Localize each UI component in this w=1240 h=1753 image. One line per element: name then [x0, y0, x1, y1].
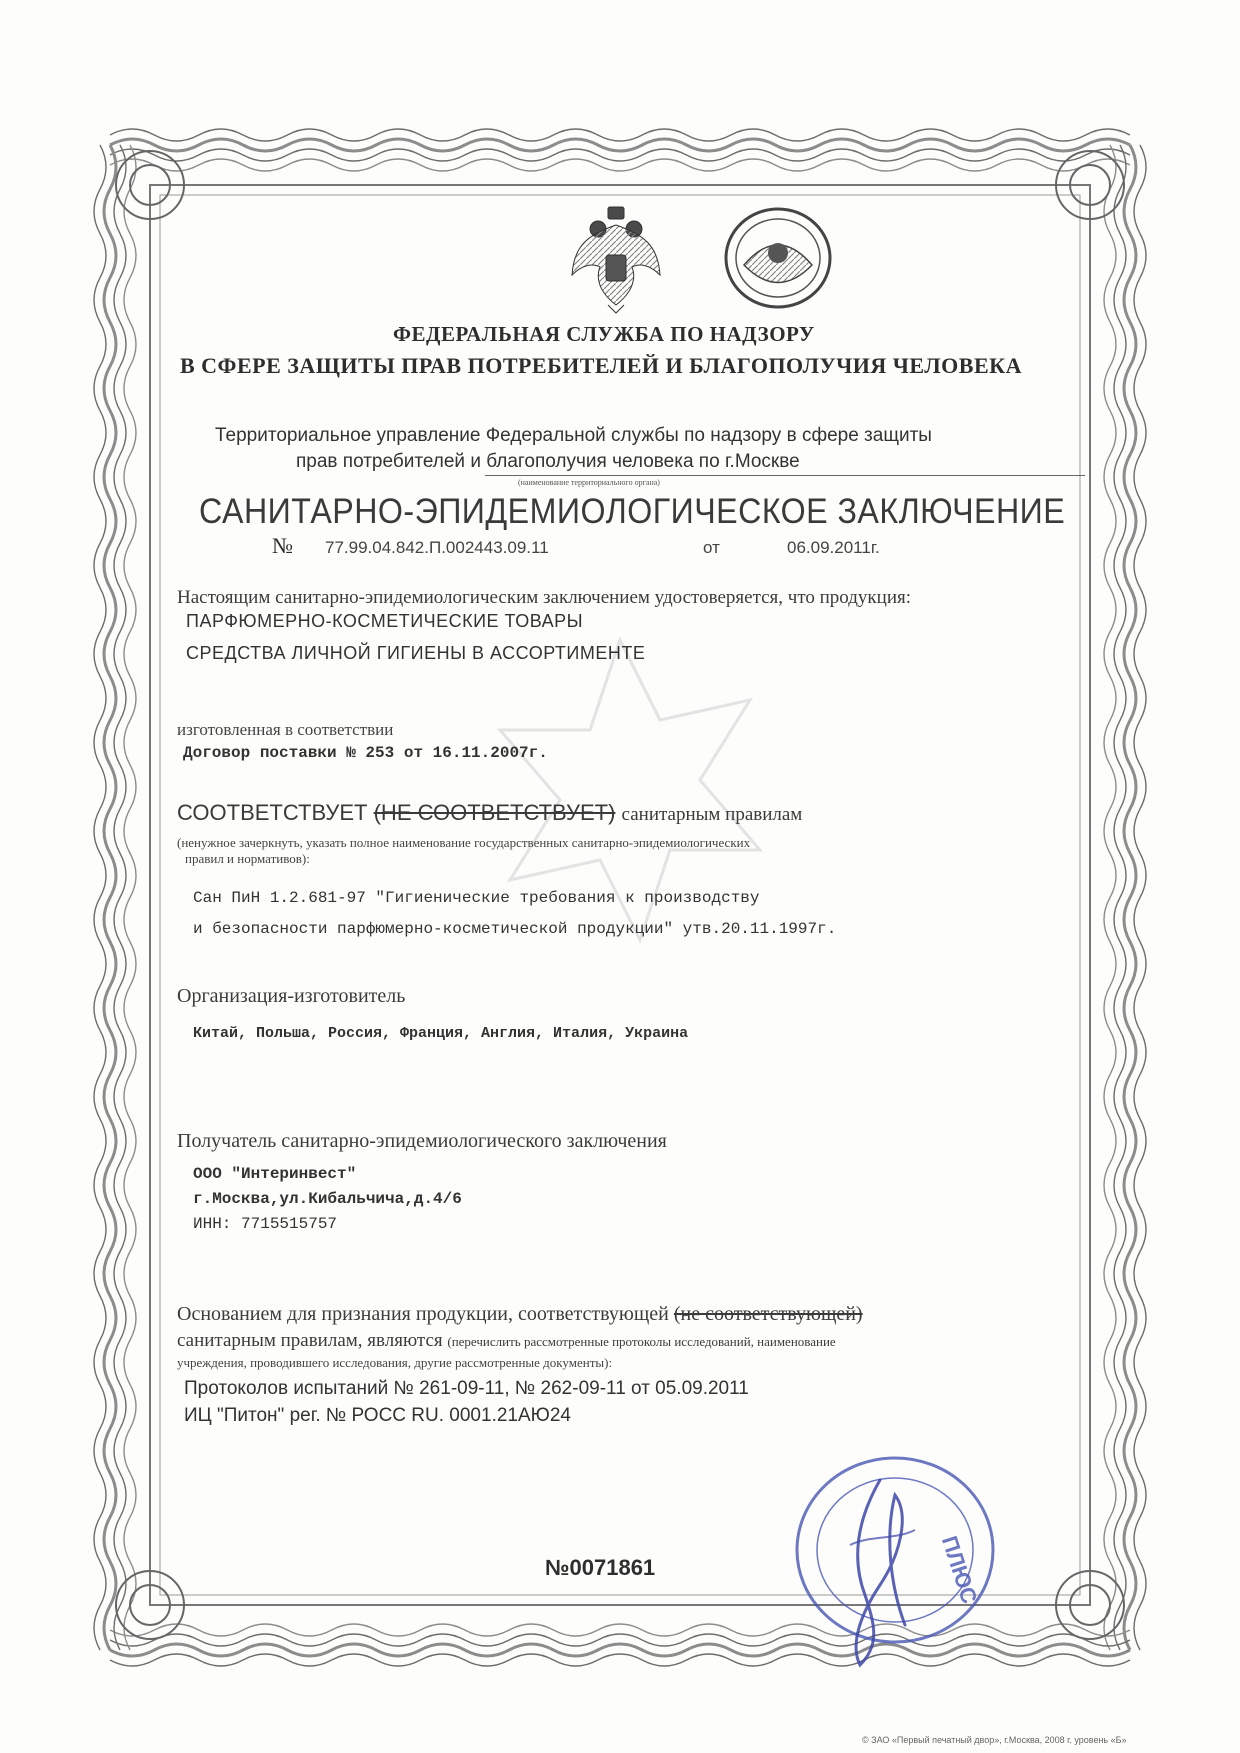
basis-line1: [177, 1303, 863, 1326]
issue-date: 06.09.2011г.: [787, 538, 880, 557]
product-line2: СРЕДСТВА ЛИЧНОЙ ГИГИЕНЫ В АССОРТИМЕНТЕ: [186, 643, 646, 663]
compliance-no: (НЕ СООТВЕТСТВУЕТ): [373, 800, 616, 825]
compliance-note-line1: (ненужное зачеркнуть, указать полное наименование государственных санитарно-эпидемиологических: [177, 835, 751, 850]
manufacturer-value: Китай, Польша, Россия, Франция, Англия, Италия, Украина: [193, 1025, 689, 1042]
frame-wave: [1114, 145, 1126, 1650]
basis-value-line1: Протоколов испытаний № 261-09-11, № 262-09-11 от 05.09.2011: [184, 1378, 749, 1399]
agency-logo-icon: [722, 205, 834, 311]
eagle-emblem-icon: [568, 205, 664, 315]
compliance-yes: СООТВЕТСТВУЕТ: [177, 800, 368, 825]
serial-number: №0071861: [545, 1555, 656, 1580]
recipient-inn: ИНН: 7715515757: [193, 1215, 338, 1233]
frame-wave: [110, 129, 1130, 141]
frame-wave: [94, 145, 106, 1650]
recipient-address: г.Москва,ул.Кибальчича,д.4/6: [193, 1190, 462, 1208]
basis-text-a: Основанием для признания продукции, соответствующей: [177, 1303, 669, 1325]
frame-wave: [110, 1654, 1130, 1666]
compliance-value-line1: Сан ПиН 1.2.681-97 "Гигиенические требования к производству: [193, 889, 760, 907]
territorial-body-line2: прав потребителей и благополучия человека по г.Москве: [296, 451, 800, 472]
frame-wave: [124, 145, 136, 1650]
compliance-rules: санитарным правилам: [621, 804, 803, 825]
territorial-underline: [485, 475, 1085, 476]
compliance-value-line2: и безопасности парфюмерно-косметической продукции" утв.20.11.1997г.: [193, 920, 837, 938]
territorial-caption: (наименование территориального органа): [518, 478, 660, 487]
frame-wave: [114, 145, 126, 1650]
product-intro: Настоящим санитарно-эпидемиологическим заключением удостоверяется, что продукция:: [177, 587, 912, 608]
recipient-name: ООО "Интеринвест": [193, 1165, 357, 1183]
territorial-body-line1: Территориальное управление Федеральной службы по надзору в сфере защиты: [215, 425, 932, 446]
signature-icon: [820, 1475, 940, 1675]
basis-value-line2: ИЦ "Питон" рег. № РОСС RU. 0001.21АЮ24: [184, 1405, 571, 1426]
stamp-text: ПЛЮС: [936, 1532, 983, 1607]
basis-note1: (перечислить рассмотренные протоколы исследований, наименование: [447, 1334, 836, 1349]
compliance-note-line2: правил и нормативов):: [185, 851, 310, 866]
basis-text2: санитарным правилам, являются: [177, 1330, 443, 1351]
compliance-line: [177, 800, 802, 826]
number-label: №: [272, 533, 293, 558]
frame-wave: [1124, 145, 1136, 1650]
frame-wave: [1134, 145, 1146, 1650]
basis-note2: учреждения, проводившего исследования, другие рассмотренные документы):: [177, 1355, 613, 1370]
frame-wave: [104, 145, 116, 1650]
basis-text-b: (не соответствующей): [673, 1303, 863, 1325]
manufactured-value: Договор поставки № 253 от 16.11.2007г.: [183, 744, 548, 762]
date-label: от: [703, 538, 720, 557]
agency-name-line2: В СФЕРЕ ЗАЩИТЫ ПРАВ ПОТРЕБИТЕЛЕЙ И БЛАГОПОЛУЧИЯ ЧЕЛОВЕКА: [180, 353, 1022, 378]
certificate-number: 77.99.04.842.П.002443.09.11: [325, 538, 549, 557]
recipient-label: Получатель санитарно-эпидемиологического заключения: [177, 1130, 667, 1152]
frame-wave: [1104, 145, 1116, 1650]
manufacturer-label: Организация-изготовитель: [177, 985, 406, 1007]
document-title: САНИТАРНО-ЭПИДЕМИОЛОГИЧЕСКОЕ ЗАКЛЮЧЕНИЕ: [199, 492, 1066, 531]
product-line1: ПАРФЮМЕРНО-КОСМЕТИЧЕСКИЕ ТОВАРЫ: [186, 611, 584, 631]
manufactured-label: изготовленная в соответствии: [177, 720, 394, 739]
printer-footer: © ЗАО «Первый печатный двор», г.Москва, 2008 г. уровень «Б»: [862, 1735, 1127, 1745]
agency-name-line1: ФЕДЕРАЛЬНАЯ СЛУЖБА ПО НАДЗОРУ: [393, 322, 815, 346]
basis-line2: [177, 1330, 836, 1352]
